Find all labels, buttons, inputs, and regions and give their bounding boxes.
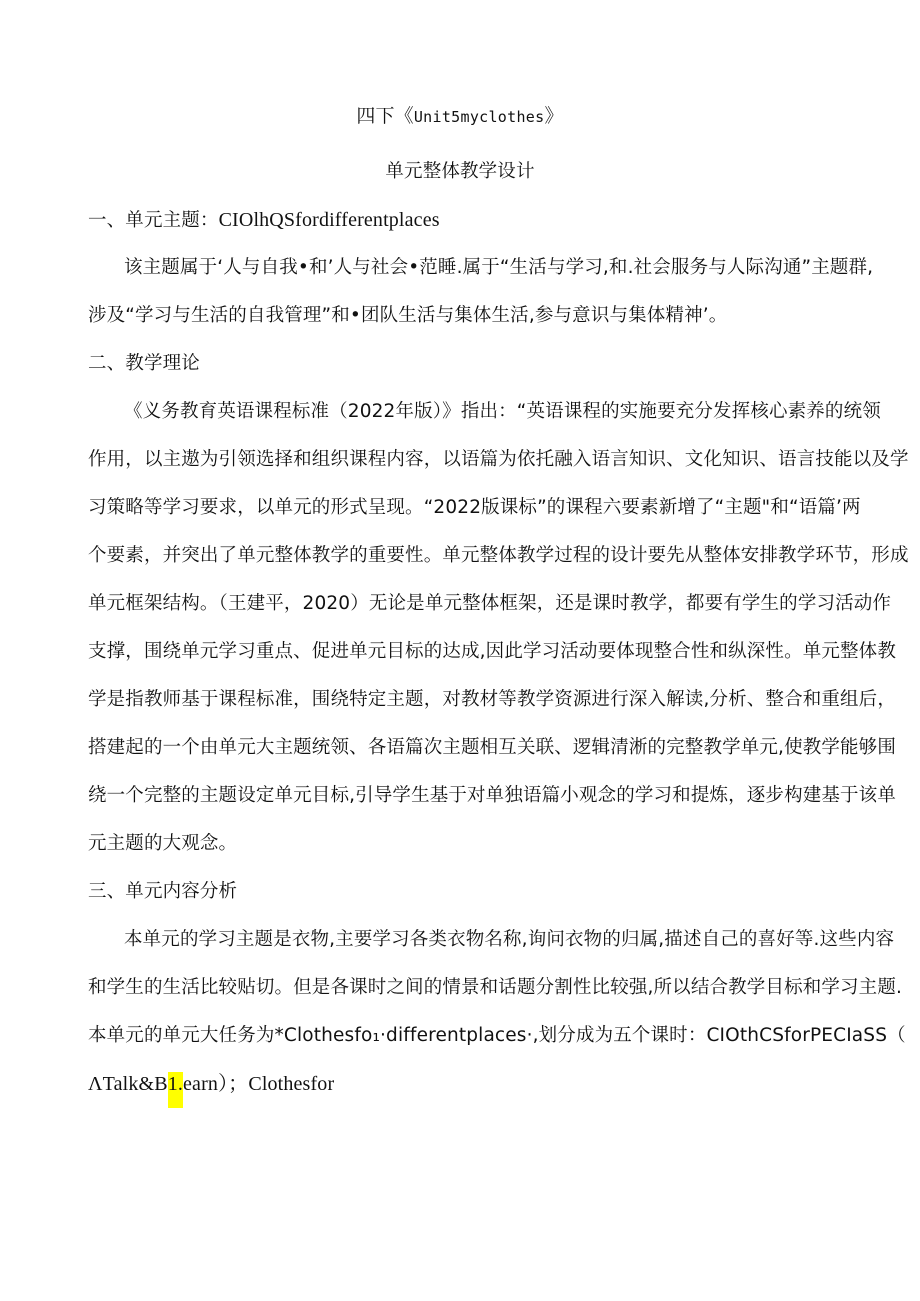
section1-heading bbox=[88, 205, 440, 235]
section3-para-line: 本单元的学习主题是衣物,主要学习各类衣物名称,询问衣物的归属,描述自己的喜好等.这些内容 bbox=[124, 929, 895, 950]
document-title bbox=[0, 101, 920, 131]
title-unit-name: Unit5myclothes bbox=[413, 108, 545, 126]
section3-para-line: 本单元的单元大任务为*Clothesfo₁·differentplaces·,划分成为五个课时：CIOthCSforPECIaSS（ bbox=[88, 1025, 906, 1046]
section1-heading-text: 一、单元主题： bbox=[88, 210, 219, 231]
section3-last-prefix: ΛTalk&B bbox=[88, 1073, 168, 1095]
section2-para-line: 个要素，并突出了单元整体教学的重要性。单元整体教学过程的设计要先从整体安排教学环节，形成 bbox=[88, 545, 909, 566]
section2-heading: 二、教学理论 bbox=[88, 353, 200, 374]
section2-para-line: 习策略等学习要求，以单元的形式呈现。“2022版课标”的课程六要素新增了“主题"和“语篇’两 bbox=[88, 497, 861, 518]
title-suffix: 》 bbox=[544, 105, 564, 127]
section3-heading: 三、单元内容分析 bbox=[88, 881, 238, 902]
section2-para-line: 支撑，围绕单元学习重点、促进单元目标的达成,因此学习活动要体现整合性和纵深性。单元整体教 bbox=[88, 641, 896, 662]
section2-para-line: 作用，以主遨为引领选择和组织课程内容，以语篇为依托融入语言知识、文化知识、语言技能以及学 bbox=[88, 449, 909, 470]
title-prefix: 四下《 bbox=[356, 105, 414, 127]
section2-para-line: 《义务教育英语课程标准（2022年版）》指出：“英语课程的实施要充分发挥核心素养的统领 bbox=[124, 401, 881, 422]
section2-para-line: 绕一个完整的主题设定单元目标,引导学生基于对单独语篇小观念的学习和提炼，逐步构建基于该单 bbox=[88, 785, 896, 806]
section1-heading-latin: CIOlhQSfordifferentplaces bbox=[218, 209, 440, 231]
section2-para-line: 元主题的大观念。 bbox=[88, 833, 238, 854]
section1-para-line: 涉及“学习与生活的自我管理”和•团队生活与集体生活,参与意识与集体精神’。 bbox=[88, 305, 728, 326]
section2-para-line: 搭建起的一个由单元大主题统领、各语篇次主题相互关联、逻辑清淅的完整教学单元,使教学能够围 bbox=[88, 737, 896, 758]
section3-para-line: 和学生的生活比较贴切。但是各课时之间的情景和话题分割性比较强,所以结合教学目标和学习主题. bbox=[88, 977, 903, 998]
section2-para-line: 单元框架结构。（王建平，2020）无论是单元整体框架，还是课时教学，都要有学生的学习活动作 bbox=[88, 593, 892, 614]
section3-last-suffix: earn）；Clothesfor bbox=[183, 1073, 335, 1095]
section3-last-line bbox=[88, 1069, 334, 1099]
section1-para-line: 该主题属于‘人与自我•和’人与社会•范睡.属于“生活与学习,和.社会服务与人际沟通”主题群, bbox=[124, 257, 874, 278]
document-subtitle: 单元整体教学设计 bbox=[385, 161, 535, 182]
section2-para-line: 学是指教师基于课程标准，围绕特定主题，对教材等教学资源进行深入解读,分析、整合和重组后， bbox=[88, 689, 896, 710]
highlighted-text: 1. bbox=[168, 1072, 183, 1108]
